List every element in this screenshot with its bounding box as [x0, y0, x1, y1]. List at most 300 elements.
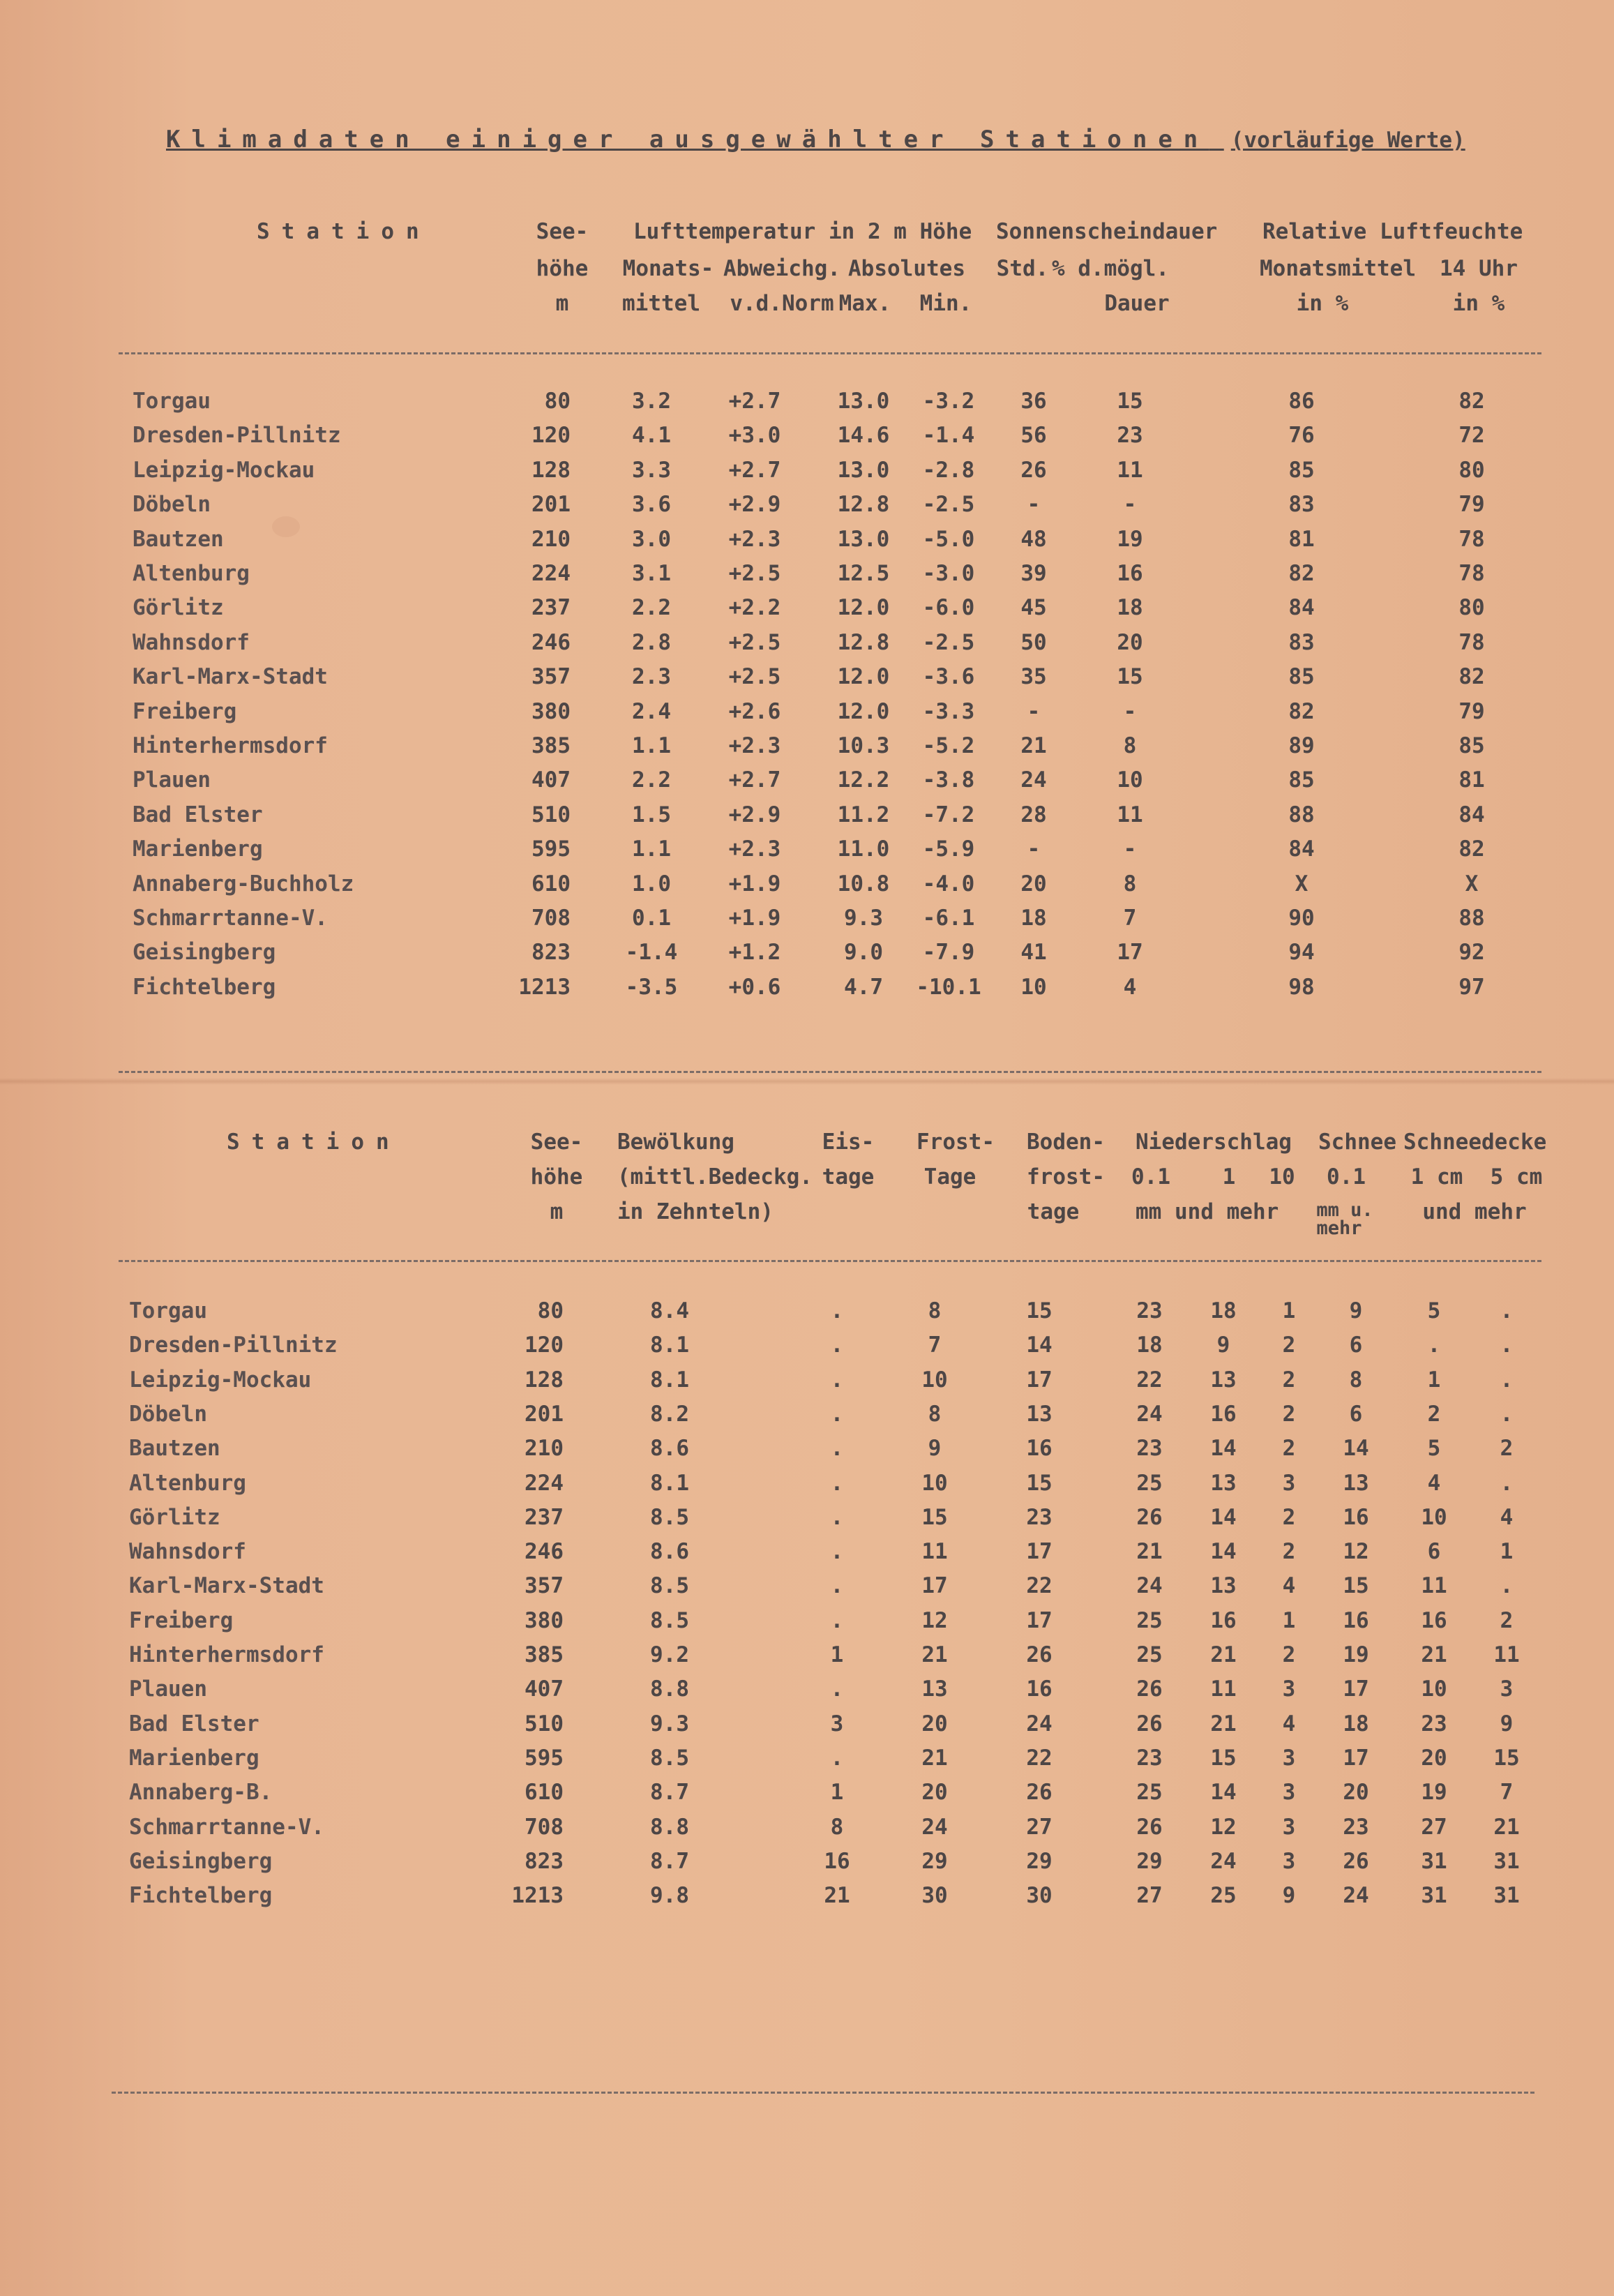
cell-schneedecke-1: 19 [1421, 1780, 1447, 1806]
cell-sonnenstunden: 48 [1020, 526, 1047, 552]
cell-max: 12.5 [837, 561, 890, 586]
t1-header-feuchte: Relative Luftfeuchte [1262, 219, 1523, 244]
cell-max: 12.8 [837, 629, 890, 655]
cell-abweichung: +1.9 [728, 906, 781, 931]
cell-sonnen-prozent: 19 [1117, 526, 1143, 552]
cell-sonnenstunden: - [1027, 836, 1041, 862]
cell-seehoehe: 380 [525, 1607, 564, 1633]
cell-feuchte-14: 85 [1458, 733, 1485, 758]
cell-feuchte-14: X [1465, 871, 1479, 896]
cell-niederschlag-1: 16 [1210, 1401, 1237, 1427]
cell-min: -3.2 [922, 389, 975, 414]
cell-monatsmittel: 2.2 [632, 595, 671, 621]
cell-niederschlag-1: 13 [1210, 1367, 1237, 1393]
cell-schneedecke-1: . [1427, 1333, 1441, 1358]
cell-abweichung: +2.5 [728, 629, 781, 655]
cell-sonnenstunden: 45 [1020, 595, 1047, 621]
cell-schnee-01: 15 [1343, 1573, 1369, 1599]
cell-schneedecke-1: 11 [1421, 1573, 1447, 1599]
cell-frosttage: 20 [921, 1711, 948, 1736]
cell-eistage: 8 [830, 1814, 844, 1840]
cell-sonnenstunden: 26 [1020, 457, 1047, 483]
cell-schneedecke-5: . [1500, 1333, 1514, 1358]
cell-sonnen-prozent: 23 [1117, 423, 1143, 449]
cell-schneedecke-5: 4 [1500, 1504, 1514, 1530]
cell-abweichung: +0.6 [728, 974, 781, 1000]
cell-seehoehe: 357 [525, 1573, 564, 1599]
cell-bodenfrosttage: 29 [1026, 1848, 1053, 1874]
cell-niederschlag-01: 23 [1136, 1298, 1163, 1323]
cell-niederschlag-01: 26 [1136, 1814, 1163, 1840]
cell-niederschlag-1: 11 [1210, 1676, 1237, 1702]
cell-frosttage: 9 [928, 1436, 942, 1462]
cell-abweichung: +2.3 [728, 836, 781, 862]
cell-schneedecke-1: 27 [1421, 1814, 1447, 1840]
cell-feuchte-mittel: 85 [1288, 664, 1315, 690]
cell-sonnen-prozent: 7 [1123, 906, 1137, 931]
cell-feuchte-14: 82 [1458, 664, 1485, 690]
cell-frosttage: 29 [921, 1848, 948, 1874]
cell-sonnenstunden: 41 [1020, 940, 1047, 966]
cell-seehoehe: 224 [531, 561, 571, 586]
station-name: Torgau [129, 1298, 207, 1323]
cell-seehoehe: 237 [525, 1504, 564, 1530]
t1-header-feuchte-14-2: in % [1452, 291, 1505, 316]
station-name: Bad Elster [133, 802, 263, 827]
table2-header-divider [119, 1260, 1541, 1262]
table2-footer-divider [112, 2092, 1534, 2094]
station-name: Dresden-Pillnitz [129, 1333, 338, 1358]
t1-header-seehoehe-3: m [555, 291, 569, 316]
cell-max: 11.0 [837, 836, 890, 862]
cell-max: 13.0 [837, 526, 890, 552]
cell-min: -2.8 [922, 457, 975, 483]
cell-niederschlag-1: 16 [1210, 1607, 1237, 1633]
cell-schneedecke-5: . [1500, 1470, 1514, 1496]
cell-sonnen-prozent: 18 [1117, 595, 1143, 621]
cell-sonnen-prozent: 10 [1117, 767, 1143, 793]
cell-feuchte-14: 84 [1458, 802, 1485, 827]
t2-header-bewoelkung-2: (mittl.Bedeckg. [617, 1164, 813, 1190]
cell-schnee-01: 24 [1343, 1883, 1369, 1909]
cell-seehoehe: 510 [525, 1711, 564, 1736]
cell-schneedecke-5: 2 [1500, 1436, 1514, 1462]
cell-min: -2.5 [922, 629, 975, 655]
cell-frosttage: 21 [921, 1642, 948, 1667]
cell-seehoehe: 80 [537, 1298, 564, 1323]
cell-feuchte-14: 79 [1458, 698, 1485, 724]
cell-max: 14.6 [837, 423, 890, 449]
cell-seehoehe: 407 [525, 1676, 564, 1702]
cell-min: -6.0 [922, 595, 975, 621]
cell-sonnenstunden: 21 [1020, 733, 1047, 758]
cell-niederschlag-1: 14 [1210, 1780, 1237, 1806]
t2-header-sd1: 1 cm [1410, 1164, 1463, 1190]
cell-niederschlag-10: 2 [1282, 1539, 1296, 1565]
station-name: Torgau [133, 389, 211, 414]
cell-schneedecke-5: . [1500, 1367, 1514, 1393]
cell-monatsmittel: 1.0 [632, 871, 671, 896]
cell-bodenfrosttage: 16 [1026, 1436, 1053, 1462]
station-name: Freiberg [133, 698, 237, 724]
cell-abweichung: +3.0 [728, 423, 781, 449]
cell-min: -4.0 [922, 871, 975, 896]
cell-sonnen-prozent: 15 [1117, 664, 1143, 690]
cell-seehoehe: 610 [525, 1780, 564, 1806]
cell-sonnenstunden: 35 [1020, 664, 1047, 690]
cell-min: -10.1 [916, 974, 981, 1000]
cell-bewoelkung: 8.7 [650, 1848, 689, 1874]
t2-header-sd5: 5 cm [1490, 1164, 1543, 1190]
cell-bodenfrosttage: 26 [1026, 1780, 1053, 1806]
cell-niederschlag-10: 3 [1282, 1814, 1296, 1840]
cell-monatsmittel: 3.0 [632, 526, 671, 552]
station-name: Marienberg [129, 1745, 259, 1771]
cell-seehoehe: 595 [525, 1745, 564, 1771]
cell-feuchte-mittel: 82 [1288, 561, 1315, 586]
cell-schnee-01: 9 [1349, 1298, 1363, 1323]
cell-frosttage: 15 [921, 1504, 948, 1530]
cell-sonnen-prozent: 8 [1123, 871, 1137, 896]
cell-max: 12.0 [837, 595, 890, 621]
cell-abweichung: +2.7 [728, 389, 781, 414]
cell-monatsmittel: 2.4 [632, 698, 671, 724]
cell-min: -5.2 [922, 733, 975, 758]
cell-niederschlag-10: 3 [1282, 1745, 1296, 1771]
cell-niederschlag-1: 25 [1210, 1883, 1237, 1909]
cell-bodenfrosttage: 30 [1026, 1883, 1053, 1909]
cell-niederschlag-10: 2 [1282, 1504, 1296, 1530]
t1-header-sonnenschein: Sonnenscheindauer [996, 219, 1218, 244]
t2-header-bewoelkung-3: in Zehnteln) [617, 1199, 774, 1224]
cell-niederschlag-1: 9 [1216, 1333, 1230, 1358]
t2-header-n10: 10 [1269, 1164, 1295, 1190]
cell-eistage: . [830, 1573, 844, 1599]
cell-schneedecke-1: 1 [1427, 1367, 1441, 1393]
cell-feuchte-14: 97 [1458, 974, 1485, 1000]
cell-bewoelkung: 8.4 [650, 1298, 689, 1323]
cell-bewoelkung: 8.1 [650, 1367, 689, 1393]
cell-eistage: . [830, 1436, 844, 1462]
cell-monatsmittel: 1.5 [632, 802, 671, 827]
cell-frosttage: 8 [928, 1298, 942, 1323]
cell-niederschlag-01: 26 [1136, 1504, 1163, 1530]
cell-schneedecke-5: 7 [1500, 1780, 1514, 1806]
cell-sonnenstunden: - [1027, 698, 1041, 724]
station-name: Fichtelberg [129, 1883, 273, 1909]
cell-schnee-01: 16 [1343, 1607, 1369, 1633]
cell-monatsmittel: -1.4 [625, 940, 678, 966]
cell-frosttage: 11 [921, 1539, 948, 1565]
cell-frosttage: 20 [921, 1780, 948, 1806]
cell-feuchte-14: 78 [1458, 561, 1485, 586]
station-name: Bad Elster [129, 1711, 259, 1736]
cell-feuchte-14: 82 [1458, 389, 1485, 414]
cell-eistage: 21 [824, 1883, 850, 1909]
cell-monatsmittel: 1.1 [632, 836, 671, 862]
t2-header-bodenfrost-2: frost- [1027, 1164, 1105, 1190]
cell-niederschlag-10: 4 [1282, 1711, 1296, 1736]
station-name: Leipzig-Mockau [133, 457, 315, 483]
t2-header-bewoelkung-1: Bewölkung [617, 1130, 734, 1155]
t1-header-feuchte-14-1: 14 Uhr [1440, 256, 1518, 281]
t1-header-feuchte-mittel-2: in % [1296, 291, 1349, 316]
cell-max: 12.8 [837, 492, 890, 518]
cell-frosttage: 21 [921, 1745, 948, 1771]
cell-bodenfrosttage: 23 [1026, 1504, 1053, 1530]
cell-bodenfrosttage: 14 [1026, 1333, 1053, 1358]
cell-sonnenstunden: 20 [1020, 871, 1047, 896]
cell-schneedecke-1: 5 [1427, 1436, 1441, 1462]
cell-bodenfrosttage: 17 [1026, 1539, 1053, 1565]
cell-sonnen-prozent: 8 [1123, 733, 1137, 758]
cell-monatsmittel: 3.2 [632, 389, 671, 414]
cell-abweichung: +1.2 [728, 940, 781, 966]
cell-feuchte-14: 80 [1458, 457, 1485, 483]
cell-feuchte-mittel: 83 [1288, 629, 1315, 655]
t1-header-min: Min. [919, 291, 972, 316]
cell-niederschlag-1: 24 [1210, 1848, 1237, 1874]
cell-sonnenstunden: 39 [1020, 561, 1047, 586]
cell-niederschlag-1: 13 [1210, 1470, 1237, 1496]
cell-sonnen-prozent: 17 [1117, 940, 1143, 966]
cell-seehoehe: 823 [531, 940, 571, 966]
cell-min: -3.0 [922, 561, 975, 586]
station-name: Annaberg-B. [129, 1780, 273, 1806]
cell-bodenfrosttage: 13 [1026, 1401, 1053, 1427]
cell-eistage: . [830, 1676, 844, 1702]
cell-min: -5.0 [922, 526, 975, 552]
cell-bewoelkung: 8.5 [650, 1573, 689, 1599]
cell-sonnenstunden: 28 [1020, 802, 1047, 827]
cell-eistage: . [830, 1470, 844, 1496]
cell-schneedecke-1: 5 [1427, 1298, 1441, 1323]
cell-schneedecke-5: 15 [1493, 1745, 1520, 1771]
cell-bewoelkung: 8.6 [650, 1436, 689, 1462]
t1-header-prozent-2: Dauer [1104, 291, 1170, 316]
cell-max: 9.3 [844, 906, 883, 931]
cell-feuchte-mittel: 94 [1288, 940, 1315, 966]
cell-seehoehe: 407 [531, 767, 571, 793]
station-name: Dresden-Pillnitz [133, 423, 341, 449]
cell-bewoelkung: 8.2 [650, 1401, 689, 1427]
t2-header-schnee-unit-2: mehr [1316, 1217, 1362, 1239]
cell-min: -3.3 [922, 698, 975, 724]
cell-schnee-01: 20 [1343, 1780, 1369, 1806]
cell-bewoelkung: 8.7 [650, 1780, 689, 1806]
t1-header-lufttemp: Lufttemperatur in 2 m Höhe [633, 219, 972, 244]
cell-niederschlag-1: 12 [1210, 1814, 1237, 1840]
station-name: Geisingberg [129, 1848, 273, 1874]
cell-min: -6.1 [922, 906, 975, 931]
cell-niederschlag-01: 29 [1136, 1848, 1163, 1874]
cell-schneedecke-1: 10 [1421, 1676, 1447, 1702]
cell-bewoelkung: 8.5 [650, 1745, 689, 1771]
cell-niederschlag-10: 9 [1282, 1883, 1296, 1909]
station-name: Döbeln [129, 1401, 207, 1427]
station-name: Marienberg [133, 836, 263, 862]
cell-eistage: 1 [830, 1780, 844, 1806]
station-name: Karl-Marx-Stadt [133, 664, 328, 690]
station-name: Wahnsdorf [133, 629, 250, 655]
cell-bewoelkung: 8.1 [650, 1333, 689, 1358]
cell-feuchte-14: 92 [1458, 940, 1485, 966]
cell-niederschlag-01: 18 [1136, 1333, 1163, 1358]
cell-niederschlag-10: 3 [1282, 1676, 1296, 1702]
cell-frosttage: 12 [921, 1607, 948, 1633]
station-name: Wahnsdorf [129, 1539, 246, 1565]
cell-feuchte-14: 78 [1458, 526, 1485, 552]
cell-niederschlag-1: 14 [1210, 1504, 1237, 1530]
cell-seehoehe: 128 [531, 457, 571, 483]
cell-eistage: 16 [824, 1848, 850, 1874]
cell-sonnenstunden: 24 [1020, 767, 1047, 793]
cell-frosttage: 10 [921, 1470, 948, 1496]
cell-schneedecke-5: 9 [1500, 1711, 1514, 1736]
cell-niederschlag-10: 1 [1282, 1607, 1296, 1633]
cell-abweichung: +2.5 [728, 561, 781, 586]
cell-schneedecke-1: 23 [1421, 1711, 1447, 1736]
cell-max: 13.0 [837, 457, 890, 483]
cell-monatsmittel: -3.5 [625, 974, 678, 1000]
cell-bewoelkung: 9.2 [650, 1642, 689, 1667]
cell-bewoelkung: 9.8 [650, 1883, 689, 1909]
cell-schneedecke-1: 31 [1421, 1848, 1447, 1874]
cell-frosttage: 13 [921, 1676, 948, 1702]
cell-bewoelkung: 8.6 [650, 1539, 689, 1565]
cell-min: -3.6 [922, 664, 975, 690]
t2-header-bodenfrost-1: Boden- [1027, 1130, 1105, 1155]
cell-schnee-01: 19 [1343, 1642, 1369, 1667]
t2-header-seehoehe-2: höhe [530, 1164, 583, 1190]
cell-bodenfrosttage: 22 [1026, 1573, 1053, 1599]
cell-seehoehe: 237 [531, 595, 571, 621]
cell-niederschlag-10: 1 [1282, 1298, 1296, 1323]
cell-frosttage: 24 [921, 1814, 948, 1840]
cell-bewoelkung: 8.5 [650, 1607, 689, 1633]
cell-feuchte-14: 72 [1458, 423, 1485, 449]
cell-seehoehe: 246 [531, 629, 571, 655]
cell-schneedecke-1: 16 [1421, 1607, 1447, 1633]
station-name: Görlitz [133, 595, 224, 621]
cell-abweichung: +2.3 [728, 526, 781, 552]
t1-header-monatsmittel-2: mittel [622, 291, 700, 316]
cell-feuchte-14: 88 [1458, 906, 1485, 931]
cell-seehoehe: 595 [531, 836, 571, 862]
cell-bewoelkung: 8.1 [650, 1470, 689, 1496]
cell-sonnen-prozent: 4 [1123, 974, 1137, 1000]
cell-niederschlag-1: 18 [1210, 1298, 1237, 1323]
cell-frosttage: 8 [928, 1401, 942, 1427]
cell-niederschlag-10: 2 [1282, 1436, 1296, 1462]
cell-seehoehe: 128 [525, 1367, 564, 1393]
cell-feuchte-mittel: 90 [1288, 906, 1315, 931]
cell-schnee-01: 12 [1343, 1539, 1369, 1565]
cell-seehoehe: 246 [525, 1539, 564, 1565]
cell-frosttage: 7 [928, 1333, 942, 1358]
cell-niederschlag-10: 2 [1282, 1401, 1296, 1427]
cell-niederschlag-10: 2 [1282, 1333, 1296, 1358]
cell-min: -7.9 [922, 940, 975, 966]
cell-bodenfrosttage: 22 [1026, 1745, 1053, 1771]
cell-seehoehe: 385 [531, 733, 571, 758]
t2-header-frosttage-1: Frost- [917, 1130, 995, 1155]
t1-header-feuchte-mittel-1: Monatsmittel [1260, 256, 1416, 281]
cell-niederschlag-01: 25 [1136, 1607, 1163, 1633]
t2-header-schneedecke: Schneedecke [1403, 1130, 1547, 1155]
paper-stain [272, 516, 300, 537]
cell-schneedecke-1: 31 [1421, 1883, 1447, 1909]
cell-bodenfrosttage: 15 [1026, 1470, 1053, 1496]
table1-header-divider [119, 352, 1541, 354]
cell-bewoelkung: 8.8 [650, 1676, 689, 1702]
cell-niederschlag-10: 3 [1282, 1780, 1296, 1806]
cell-niederschlag-01: 25 [1136, 1470, 1163, 1496]
cell-max: 13.0 [837, 389, 890, 414]
cell-feuchte-mittel: 89 [1288, 733, 1315, 758]
cell-schneedecke-5: 2 [1500, 1607, 1514, 1633]
cell-seehoehe: 385 [525, 1642, 564, 1667]
cell-seehoehe: 610 [531, 871, 571, 896]
cell-schnee-01: 17 [1343, 1745, 1369, 1771]
cell-schnee-01: 8 [1349, 1367, 1363, 1393]
cell-max: 12.2 [837, 767, 890, 793]
cell-monatsmittel: 2.2 [632, 767, 671, 793]
t2-header-seehoehe-1: See- [530, 1130, 583, 1155]
cell-bewoelkung: 8.8 [650, 1814, 689, 1840]
cell-niederschlag-01: 23 [1136, 1745, 1163, 1771]
station-name: Görlitz [129, 1504, 220, 1530]
cell-monatsmittel: 3.6 [632, 492, 671, 518]
station-name: Annaberg-Buchholz [133, 871, 354, 896]
cell-feuchte-mittel: 84 [1288, 595, 1315, 621]
cell-niederschlag-10: 2 [1282, 1642, 1296, 1667]
cell-schnee-01: 6 [1349, 1333, 1363, 1358]
t2-header-n01: 0.1 [1131, 1164, 1170, 1190]
cell-bodenfrosttage: 24 [1026, 1711, 1053, 1736]
cell-feuchte-mittel: 82 [1288, 698, 1315, 724]
cell-feuchte-14: 81 [1458, 767, 1485, 793]
t2-header-niederschlag: Niederschlag [1136, 1130, 1292, 1155]
t2-header-bodenfrost-3: tage [1027, 1199, 1080, 1224]
t2-header-schnee: Schnee [1318, 1130, 1396, 1155]
cell-schneedecke-1: 21 [1421, 1642, 1447, 1667]
cell-bodenfrosttage: 17 [1026, 1367, 1053, 1393]
cell-schneedecke-1: 6 [1427, 1539, 1441, 1565]
cell-bodenfrosttage: 27 [1026, 1814, 1053, 1840]
cell-feuchte-mittel: 86 [1288, 389, 1315, 414]
t2-header-station: Station [227, 1130, 401, 1155]
cell-sonnenstunden: 36 [1020, 389, 1047, 414]
t1-header-abweichung-1: Abweichg. [723, 256, 840, 281]
cell-seehoehe: 120 [531, 423, 571, 449]
cell-feuchte-mittel: X [1295, 871, 1308, 896]
cell-monatsmittel: 2.8 [632, 629, 671, 655]
cell-seehoehe: 80 [544, 389, 571, 414]
cell-schnee-01: 17 [1343, 1676, 1369, 1702]
cell-max: 12.0 [837, 698, 890, 724]
cell-max: 10.3 [837, 733, 890, 758]
cell-niederschlag-01: 24 [1136, 1401, 1163, 1427]
cell-seehoehe: 357 [531, 664, 571, 690]
cell-niederschlag-01: 22 [1136, 1367, 1163, 1393]
cell-eistage: . [830, 1401, 844, 1427]
cell-abweichung: +2.7 [728, 457, 781, 483]
cell-sonnen-prozent: - [1123, 698, 1137, 724]
cell-schnee-01: 14 [1343, 1436, 1369, 1462]
cell-niederschlag-01: 21 [1136, 1539, 1163, 1565]
cell-eistage: 1 [830, 1642, 844, 1667]
